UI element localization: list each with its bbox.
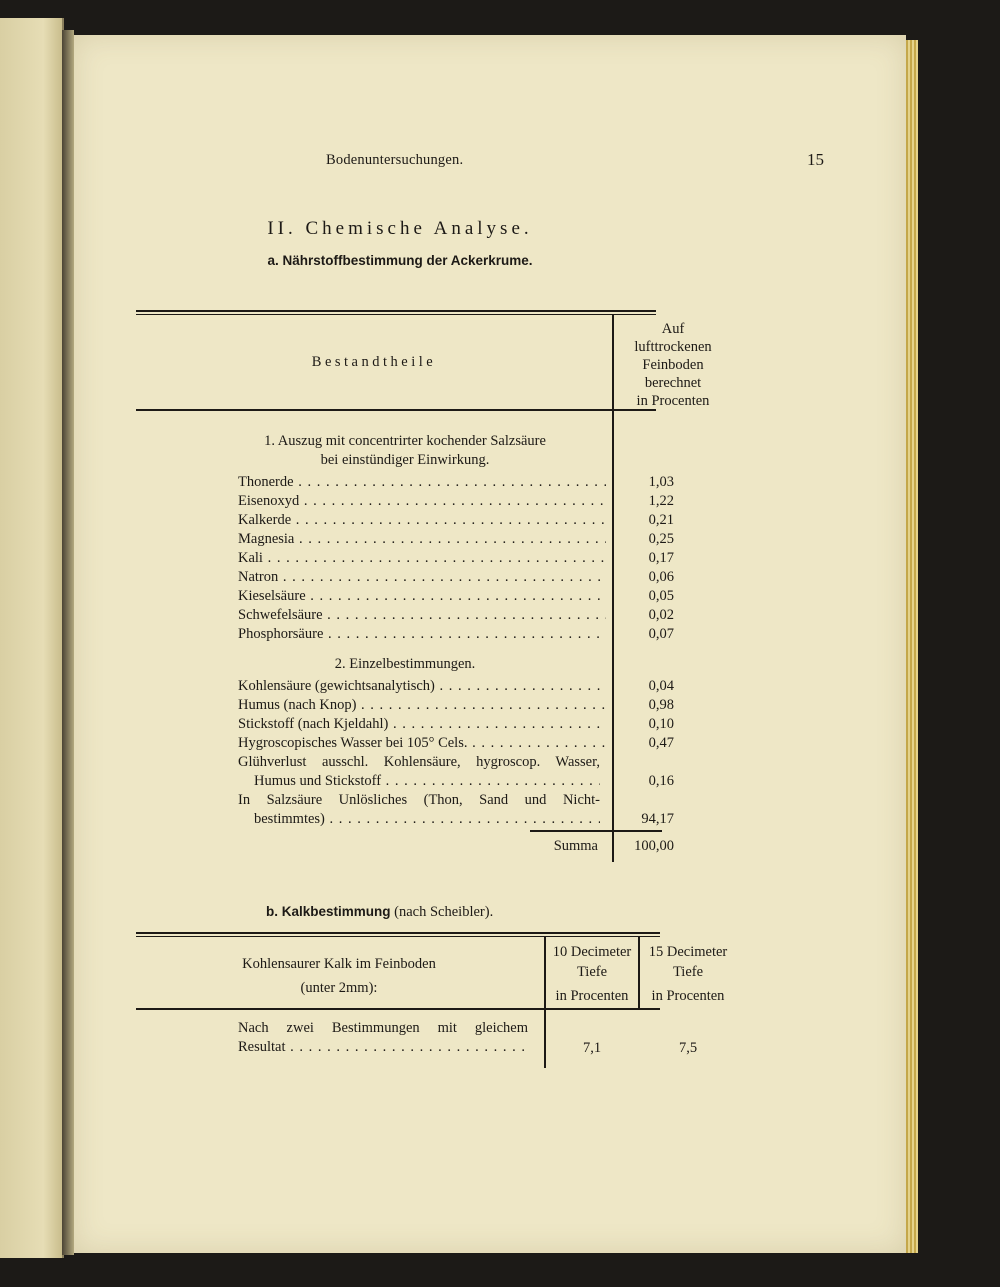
table-row — [238, 792, 726, 830]
table-b-title-rest: (nach Scheibler). — [394, 904, 494, 920]
row-name: Kohlensäure (gewichtsanalytisch) . . . — [238, 678, 606, 695]
table-a-title: a. Nährstoffbestimmung der Ackerkrume. — [267, 253, 533, 268]
table-b-header-rule — [136, 1008, 660, 1010]
col-header-line: berechnet — [644, 375, 702, 391]
row-name: Kieselsäure . . . — [238, 588, 606, 605]
row-value: 94,17 — [641, 811, 674, 827]
row-name: Glühverlust ausschl. Kohlensäure, hygroscop. Wasser, — [238, 754, 600, 770]
left-page-edge — [0, 18, 64, 1258]
table-b-col-header-left — [136, 952, 542, 1000]
page-number: 15 — [807, 150, 824, 169]
table-a-header-rule — [136, 409, 656, 411]
table-b-col-header-10dm — [546, 942, 638, 1006]
row-name: Nach zwei Bestimmungen mit gleichem — [238, 1020, 528, 1036]
group1-title-line: 1. Auszug mit concentrirter kochender Salzsäure — [264, 433, 546, 449]
table-a-top-rule — [136, 310, 656, 312]
row-name: Stickstoff (nach Kjeldahl) . . . — [238, 716, 606, 733]
book-gutter — [62, 30, 74, 1255]
value-15dm: 7,5 — [678, 1040, 698, 1056]
table-b-title — [266, 904, 666, 921]
table-row — [238, 607, 726, 626]
table-row — [238, 588, 726, 607]
table-row — [238, 1020, 538, 1058]
table-row — [238, 474, 726, 493]
col-header-line: 10 Decimeter — [552, 944, 632, 960]
table-row — [238, 697, 726, 716]
row-name-cont: Resultat . . . — [238, 1039, 528, 1056]
row-value: 0,04 — [648, 678, 674, 694]
col-header-bestandtheile: Bestandtheile — [311, 354, 437, 370]
col-header-line: Tiefe — [576, 964, 608, 980]
table-row — [238, 512, 726, 531]
row-name: Natron . . . — [238, 569, 606, 586]
row-name: Kalkerde . . . — [238, 512, 606, 529]
row-name: Kali . . . — [238, 550, 606, 567]
table-row — [238, 735, 726, 754]
row-value: 0,02 — [648, 607, 674, 623]
row-name: Schwefelsäure . . . — [238, 607, 606, 624]
col-header-line: 15 Decimeter — [648, 944, 728, 960]
row-value: 0,21 — [648, 512, 674, 528]
table-b-col-header-15dm — [640, 942, 736, 1006]
group1-title — [220, 432, 590, 470]
table-row — [238, 569, 726, 588]
value-10dm: 7,1 — [582, 1040, 602, 1056]
table-row — [238, 550, 726, 569]
table-row — [238, 678, 726, 697]
row-name-cont: Humus und Stickstoff . . . — [254, 773, 600, 790]
group1-title-line: bei einstündiger Einwirkung. — [320, 452, 490, 468]
col-header-line: Feinboden — [642, 357, 704, 373]
group2-title: 2. Einzelbestimmungen. — [334, 656, 476, 672]
table-row — [238, 626, 726, 645]
row-value: 0,05 — [648, 588, 674, 604]
col-header-procenten — [614, 320, 732, 410]
col-header-line: Auf — [661, 321, 685, 337]
row-name: Humus (nach Knop) . . . — [238, 697, 606, 714]
running-header: Bodenuntersuchungen. — [326, 152, 464, 168]
col-header-line: in Procenten — [555, 988, 629, 1004]
sum-value: 100,00 — [634, 838, 674, 854]
table-b-title-bold: b. Kalkbestimmung — [266, 904, 391, 919]
row-value: 0,25 — [648, 531, 674, 547]
table-row — [238, 531, 726, 550]
row-value: 0,10 — [648, 716, 674, 732]
table-b-top-rule — [136, 932, 660, 934]
section-title: II. Chemische Analyse. — [267, 218, 533, 239]
row-value: 0,07 — [648, 626, 674, 642]
row-value: 0,17 — [648, 550, 674, 566]
table-row — [238, 716, 726, 735]
row-value: 0,47 — [648, 735, 674, 751]
table-b-top-rule-thin — [136, 936, 660, 937]
col-header-line: (unter 2mm): — [300, 980, 378, 996]
row-name: Phosphorsäure . . . — [238, 626, 606, 643]
col-header-line: lufttrockenen — [634, 339, 712, 355]
row-value: 0,06 — [648, 569, 674, 585]
sum-rule — [530, 830, 662, 832]
row-name: Hygroscopisches Wasser bei 105° Cels. . . . — [238, 735, 606, 752]
table-a-top-rule-thin — [136, 314, 656, 315]
row-value: 1,22 — [648, 493, 674, 509]
row-name: In Salzsäure Unlösliches (Thon, Sand und Nicht- — [238, 792, 600, 808]
table-row — [238, 754, 726, 792]
page-edges — [906, 40, 918, 1253]
col-header-line: Kohlensaurer Kalk im Feinboden — [242, 956, 436, 972]
row-value: 1,03 — [648, 474, 674, 490]
row-value: 0,98 — [648, 697, 674, 713]
row-name: Magnesia . . . — [238, 531, 606, 548]
row-value: 0,16 — [648, 773, 674, 789]
row-name: Thonerde . . . — [238, 474, 606, 491]
col-header-line: in Procenten — [651, 988, 725, 1004]
table-row — [238, 493, 726, 512]
sum-label: Summa — [553, 838, 598, 854]
col-header-line: Tiefe — [672, 964, 704, 980]
row-name: Eisenoxyd . . . — [238, 493, 606, 510]
row-name-cont: bestimmtes) . . . — [254, 811, 600, 828]
col-header-line: in Procenten — [636, 393, 710, 409]
